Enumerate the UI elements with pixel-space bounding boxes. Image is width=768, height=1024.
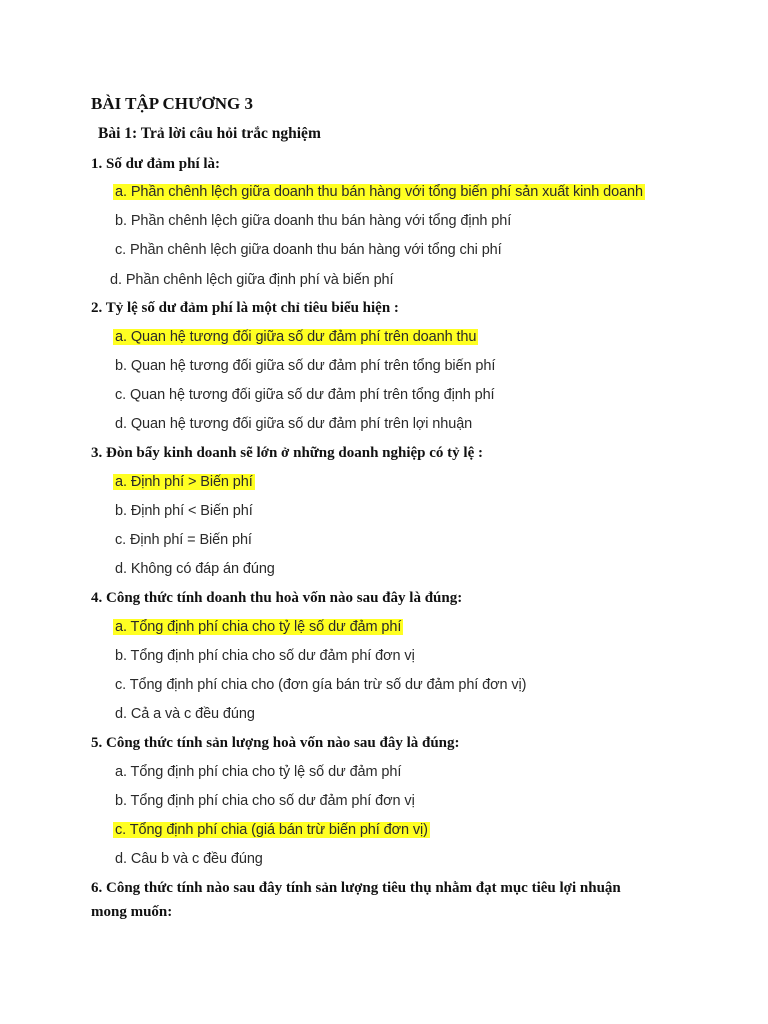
question-6-line-1: 6. Công thức tính nào sau đây tính sản lượng tiêu thụ nhằm đạt mục tiêu lợi nhuận	[91, 880, 621, 896]
answer-highlight: a. Định phí > Biến phí	[115, 474, 253, 490]
question-2-option-a	[115, 327, 478, 347]
question-2: 2. Tỷ lệ số dư đảm phí là một chỉ tiêu biểu hiện :	[91, 300, 399, 316]
question-3: 3. Đòn bẩy kinh doanh sẽ lớn ở những doanh nghiệp có tỷ lệ :	[91, 445, 483, 461]
question-3-option-a	[115, 472, 255, 492]
answer-highlight: c. Tổng định phí chia (giá bán trừ biến phí đơn vị)	[115, 822, 428, 838]
question-4-option-b: b. Tổng định phí chia cho số dư đảm phí đơn vị	[115, 648, 415, 664]
question-4-option-c: c. Tổng định phí chia cho (đơn gía bán trừ số dư đảm phí đơn vị)	[115, 677, 527, 693]
answer-highlight: a. Phần chênh lệch giữa doanh thu bán hàng với tổng biến phí sản xuất kinh doanh	[115, 184, 643, 200]
question-5-option-c	[115, 820, 430, 840]
question-2-option-b: b. Quan hệ tương đối giữa số dư đảm phí trên tổng biến phí	[115, 358, 496, 374]
exercise-subtitle: Bài 1: Trả lời câu hỏi trắc nghiệm	[98, 125, 321, 142]
question-6-line-2: mong muốn:	[91, 904, 173, 920]
question-2-option-d: d. Quan hệ tương đối giữa số dư đảm phí trên lợi nhuận	[115, 416, 473, 432]
question-1-option-c: c. Phần chênh lệch giữa doanh thu bán hàng với tổng chi phí	[115, 242, 502, 258]
question-4-option-d: d. Cả a và c đều đúng	[115, 706, 255, 722]
question-1-option-a	[115, 182, 645, 202]
document-title: BÀI TẬP CHƯƠNG 3	[91, 94, 253, 113]
question-3-option-b: b. Định phí < Biến phí	[115, 503, 253, 519]
question-4-option-a	[115, 617, 403, 637]
answer-highlight: a. Quan hệ tương đối giữa số dư đảm phí trên doanh thu	[115, 329, 477, 345]
question-5-option-d: d. Câu b và c đều đúng	[115, 851, 263, 867]
question-3-option-d: d. Không có đáp án đúng	[115, 561, 275, 577]
question-2-option-c: c. Quan hệ tương đối giữa số dư đảm phí trên tổng định phí	[115, 387, 495, 403]
question-4: 4. Công thức tính doanh thu hoà vốn nào sau đây là đúng:	[91, 590, 463, 606]
question-1-option-b: b. Phần chênh lệch giữa doanh thu bán hàng với tổng định phí	[115, 213, 512, 229]
question-5-option-b: b. Tổng định phí chia cho số dư đảm phí đơn vị	[115, 793, 415, 809]
question-5: 5. Công thức tính sản lượng hoà vốn nào sau đây là đúng:	[91, 735, 460, 751]
question-1: 1. Số dư đảm phí là:	[91, 156, 221, 172]
question-5-option-a: a. Tổng định phí chia cho tỷ lệ số dư đảm phí	[115, 764, 402, 780]
answer-highlight: a. Tổng định phí chia cho tỷ lệ số dư đảm phí	[115, 619, 402, 635]
question-1-option-d: d. Phần chênh lệch giữa định phí và biến phí	[110, 272, 394, 288]
question-3-option-c: c. Định phí = Biến phí	[115, 532, 252, 548]
